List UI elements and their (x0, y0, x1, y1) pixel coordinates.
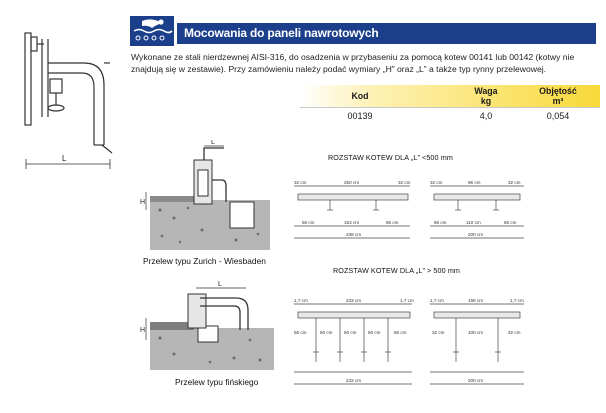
dim-text: 200 cm (468, 232, 484, 237)
dim-text: 232 cm (346, 378, 362, 383)
page-title: Mocowania do paneli nawrotowych (184, 26, 379, 40)
dimension-label-l: L (62, 154, 67, 163)
dim-text: 200 cm (468, 378, 484, 383)
dim-text: 238 cm (346, 232, 362, 237)
col-header-volume: Objętość m³ (539, 86, 577, 106)
dim-text: 1,7 cm (510, 298, 524, 303)
dim-text: 110 cm (466, 220, 481, 225)
dim-text: 1,7 cm (430, 298, 444, 303)
dim-text: 250 cm (344, 180, 360, 185)
spacing-diagram-large-left (290, 294, 420, 394)
bracket-drawing (14, 25, 126, 175)
brand-logo (130, 16, 174, 46)
dim-text: 198 cm (468, 298, 484, 303)
dim-text: 66 cm (434, 220, 447, 225)
dimension-label-h: H (140, 199, 146, 206)
col-header-weight: Waga kg (474, 86, 498, 106)
cell-weight: 4,0 (479, 111, 493, 121)
zurich-caption: Przelew typu Zurich - Wiesbaden (143, 256, 266, 266)
finnish-caption: Przelew typu fińskiego (175, 377, 259, 387)
finnish-section-drawing (140, 280, 290, 375)
table-divider (300, 107, 600, 108)
dim-text: 60 cm (368, 330, 381, 335)
dim-text: 32 cm (430, 180, 443, 185)
dim-text: 66 cm (504, 220, 517, 225)
swimmer-logo-icon (130, 16, 174, 46)
product-description: Wykonane ze stali nierdzewnej AISI-316, do osadzenia w przybaseniu za pomocą kotew 00141 lub 00142 (kotwy nie znajdują się w zestawie). Przy zamówieniu należy podać wymiary „H” oraz „L” a także typ rynny przelewowej. (131, 52, 575, 74)
dim-text: 56 cm (386, 220, 399, 225)
dim-text: 100 cm (468, 330, 484, 335)
dim-text: 56 cm (294, 330, 307, 335)
dim-text: 153 cm (344, 220, 360, 225)
dim-text: 60 cm (344, 330, 357, 335)
dim-text: 233 cm (346, 298, 362, 303)
dimension-label-l: L (218, 281, 222, 288)
dim-text: 32 cm (508, 330, 521, 335)
dim-text: 32 cm (398, 180, 411, 185)
col-header-code: Kod (351, 91, 369, 101)
spacing-diagram-small-right (428, 176, 528, 246)
dim-text: 60 cm (320, 330, 333, 335)
dim-text: 56 cm (394, 330, 407, 335)
dimension-label-h: H (140, 327, 146, 334)
spacing-title-large: ROZSTAW KOTEW DLA „L” > 500 mm (333, 266, 460, 275)
dim-text: 32 cm (432, 330, 445, 335)
cell-code: 00139 (347, 111, 373, 121)
dim-text: 1,7 cm (400, 298, 414, 303)
dim-text: 32 cm (294, 180, 307, 185)
dim-text: 1,7 cm (294, 298, 308, 303)
zurich-section-drawing (140, 140, 290, 255)
dimension-label-l: L (211, 140, 215, 146)
spacing-diagram-large-right (428, 294, 528, 394)
dim-text: 56 cm (302, 220, 315, 225)
cell-volume: 0,054 (546, 111, 570, 121)
dim-text: 96 cm (468, 180, 481, 185)
spacing-title-small: ROZSTAW KOTEW DLA „L” <500 mm (328, 153, 453, 162)
spacing-diagram-small-left (290, 176, 420, 246)
dim-text: 32 cm (508, 180, 521, 185)
